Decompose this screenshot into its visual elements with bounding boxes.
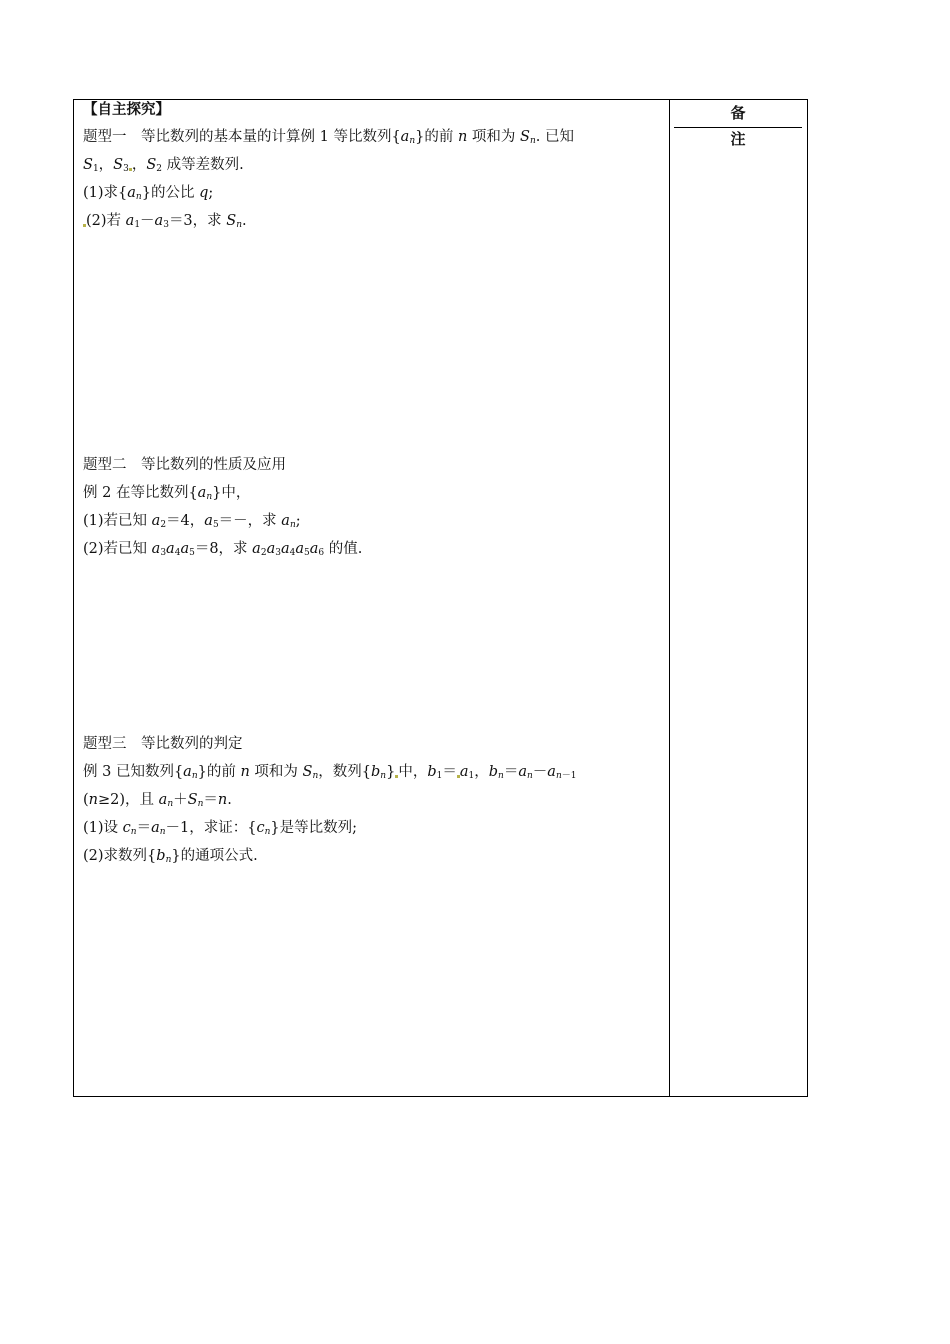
type1-question2: (2)若 $a_1-a_3=3$，求 Sn.: [83, 211, 247, 235]
type3-question2: (2)求数列{bn}的通项公式.: [83, 848, 258, 865]
section-title: 【自主探究】: [83, 102, 170, 118]
notes-column-header: 备 注: [674, 100, 802, 128]
type3-stem-line1: 例 3 已知数列{an}的前 n 项和为 Sn，数列{bn} 中，$b_1= a_1$，$bn=an-an_{-1}$: [83, 764, 577, 781]
type1-line2: $S_1$，$S_3$ ，$S_2$ 成等差数列.: [83, 157, 244, 174]
type2-stem: 例 2 在等比数列{an}中，: [83, 485, 251, 502]
exercise-table: [73, 99, 808, 1097]
type1-line1: 题型一 等比数列的基本量的计算例 1 等比数列{an}的前 n 项和为 Sn. 已知: [83, 129, 574, 146]
column-divider: [669, 99, 670, 1097]
type3-stem-line2: (n≥2)，且 an＋Sn＝n.: [83, 792, 232, 809]
type3-question1: (1)设 cn＝an－1，求证：{cn}是等比数列;: [83, 820, 358, 837]
type2-question2: (2)若已知 $a_3a_4a_5=8$，求 $a_2a_3a_4a_5a_6$ 的值.: [83, 541, 363, 558]
type2-title: 题型二 等比数列的性质及应用: [83, 457, 286, 473]
type2-question1: (1)若已知 $a_2=4$，$a_5=-$，求 an;: [83, 513, 301, 530]
type3-title: 题型三 等比数列的判定: [83, 736, 243, 752]
type1-question1: (1)求{an}的公比 q;: [83, 185, 214, 202]
